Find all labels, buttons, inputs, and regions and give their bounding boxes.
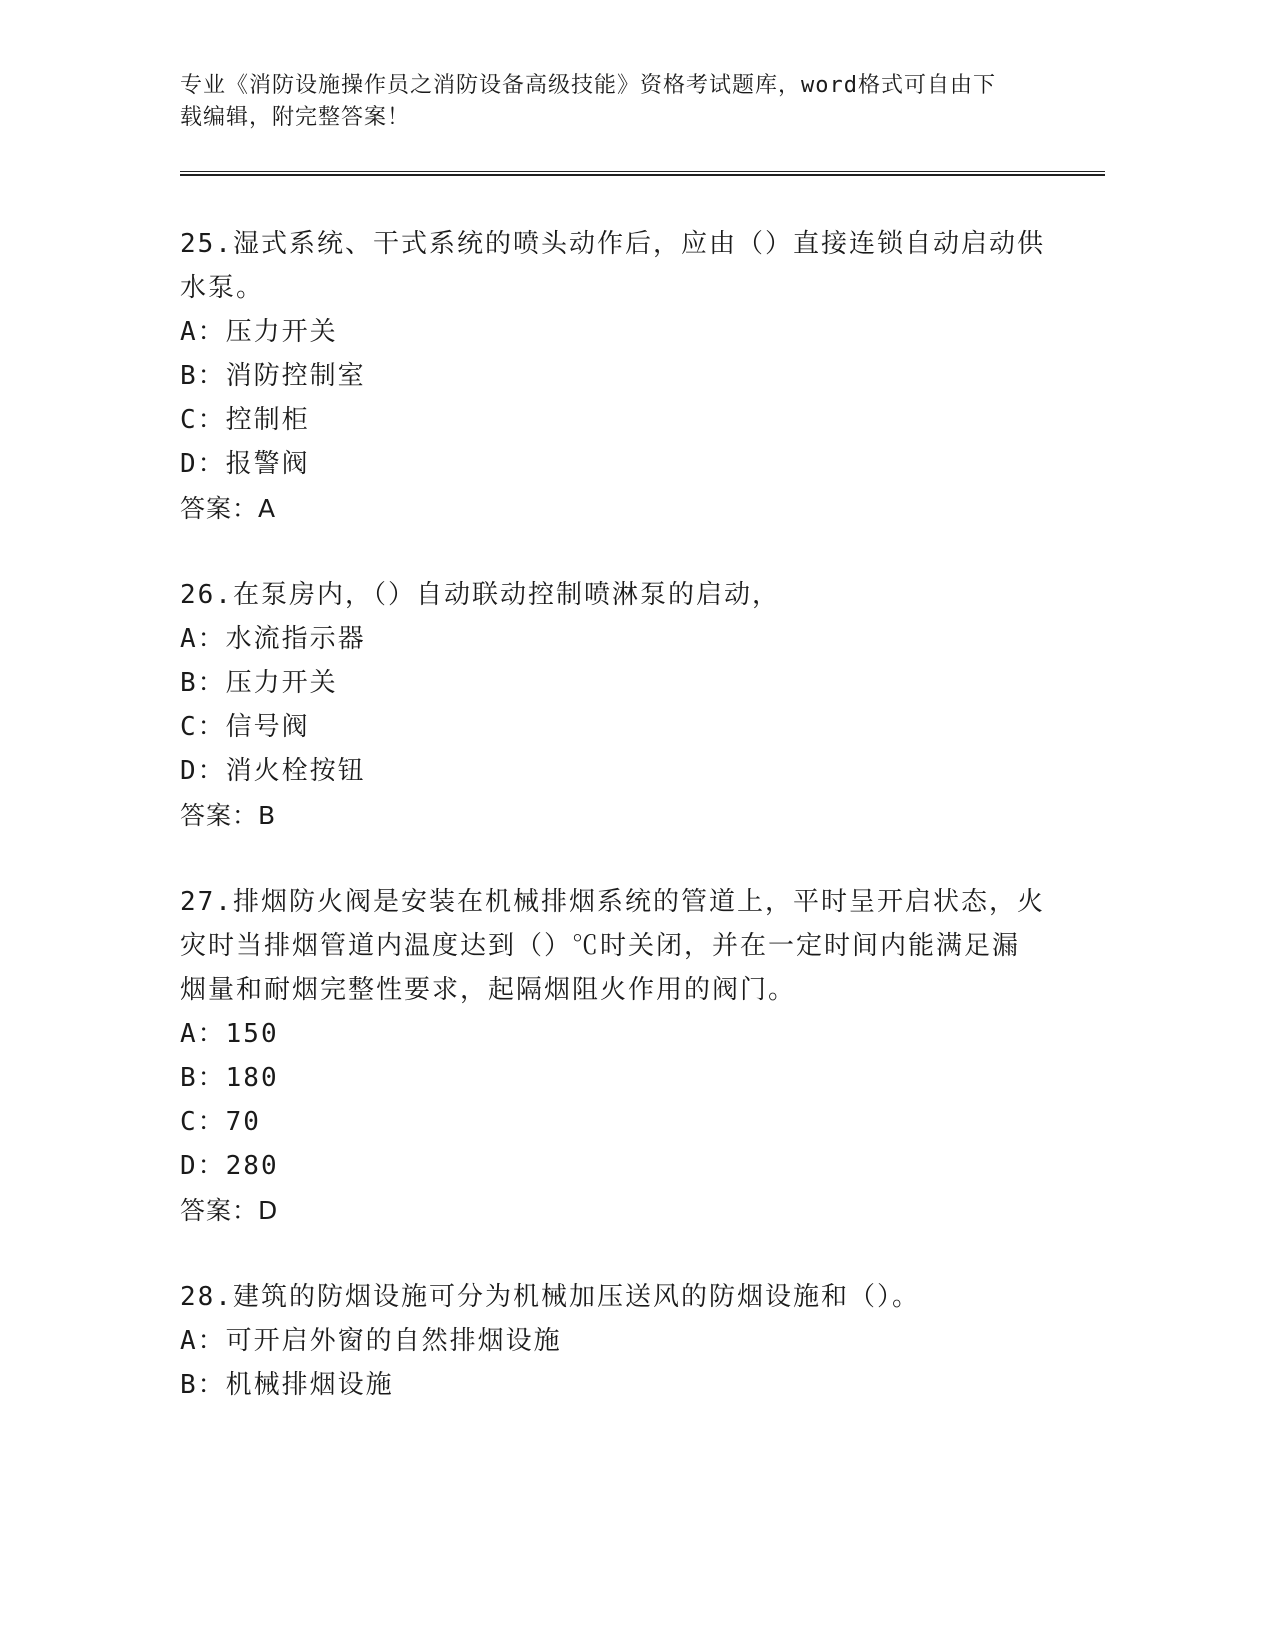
question-stem: 灾时当排烟管道内温度达到（）℃时关闭，并在一定时间内能满足漏 [180, 931, 1021, 961]
question-stem: 27.排烟防火阀是安装在机械排烟系统的管道上，平时呈开启状态，火 [180, 887, 1045, 917]
option-d: D：消火栓按钮 [180, 756, 366, 786]
question-stem: 水泵。 [180, 273, 265, 303]
option-b: B：180 [180, 1063, 279, 1093]
option-d: D：报警阀 [180, 449, 310, 479]
option-a: A：可开启外窗的自然排烟设施 [180, 1326, 562, 1356]
question-stem: 烟量和耐烟完整性要求，起隔烟阻火作用的阀门。 [180, 975, 797, 1005]
question-25 [180, 222, 1080, 532]
answer-line: 答案：A [180, 494, 277, 523]
option-c: C：70 [180, 1107, 261, 1137]
option-a: A：150 [180, 1019, 279, 1049]
question-stem: 28.建筑的防烟设施可分为机械加压送风的防烟设施和（）。 [180, 1282, 920, 1312]
option-c: C：信号阀 [180, 712, 310, 742]
option-b: B：消防控制室 [180, 361, 366, 391]
document-header [180, 70, 1060, 134]
question-list [180, 222, 1080, 1448]
question-26 [180, 573, 1080, 839]
header-line: 载编辑，附完整答案！ [180, 105, 411, 130]
option-a: A：水流指示器 [180, 624, 366, 654]
question-stem: 26.在泵房内，（）自动联动控制喷淋泵的启动， [180, 580, 780, 610]
option-c: C：控制柜 [180, 405, 310, 435]
header-divider-thin [180, 171, 1105, 172]
question-28 [180, 1275, 1080, 1407]
answer-line: 答案：B [180, 801, 277, 830]
option-b: B：机械排烟设施 [180, 1370, 394, 1400]
header-divider-thick [180, 174, 1105, 176]
answer-line: 答案：D [180, 1196, 279, 1225]
option-d: D：280 [180, 1151, 279, 1181]
question-stem: 25.湿式系统、干式系统的喷头动作后，应由（）直接连锁自动启动供 [180, 229, 1045, 259]
question-27 [180, 880, 1080, 1234]
option-b: B：压力开关 [180, 668, 338, 698]
option-a: A：压力开关 [180, 317, 338, 347]
header-line: 专业《消防设施操作员之消防设备高级技能》资格考试题库，word格式可自由下 [180, 73, 996, 98]
